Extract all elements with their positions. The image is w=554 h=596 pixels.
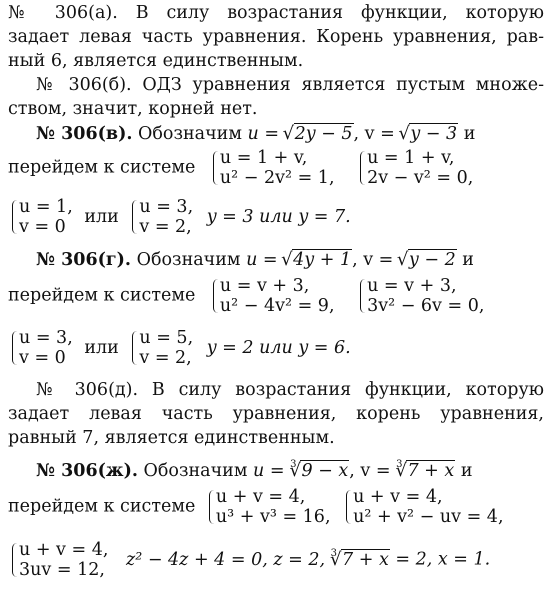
p306v-solution-2: u = 3, v = 2, <box>130 197 193 237</box>
p306g-solution-row <box>8 328 351 368</box>
p306v-system-text: перейдем к системе <box>8 157 196 178</box>
p306v-solution-1: u = 1, v = 0 <box>10 197 73 237</box>
p306v-oboznachim: Обозначим <box>138 124 242 144</box>
p306a-line2: задает левая часть уравнения. Корень уравнения, рав- <box>8 27 544 47</box>
p306g-u-def: u = <box>246 250 284 270</box>
p306zh-label: № 306(ж). <box>36 461 138 481</box>
p306g-system-1: u = v + 3, u² − 4v² = 9, <box>211 276 335 316</box>
p306g-system-text: перейдем к системе <box>8 285 196 306</box>
p306zh-system-2: u + v = 4, u² + v² − uv = 4, <box>344 487 503 527</box>
p306g-answer: y = 2 или y = 6. <box>206 337 351 358</box>
p306v-u-def: u = <box>247 124 285 144</box>
cube-root-icon: √ 7 + x <box>397 461 455 481</box>
p306v-system-row <box>8 148 475 188</box>
p306v-system-1: u = 1 + v, u² − 2v² = 1, <box>211 148 335 188</box>
p306zh-solution-row <box>8 540 490 580</box>
p306zh-system-1: u + v = 4, u³ + v³ = 16, <box>207 487 331 527</box>
p306v-solution-row <box>8 197 351 237</box>
sqrt-icon: √ 2y − 5 <box>285 124 354 144</box>
p306zh-v-def: , v = <box>349 461 397 481</box>
cube-root-icon: √ 7 + x <box>332 550 390 570</box>
p306g-v-def: , v = <box>352 250 399 270</box>
sqrt-icon: √ y − 3 <box>400 124 458 144</box>
p306v-intro <box>36 124 475 144</box>
p306g-solution-1: u = 3, v = 0 <box>10 328 73 368</box>
p306zh-system-text: перейдем к системе <box>8 496 196 517</box>
p306zh-intro <box>36 459 472 481</box>
p306g-intro <box>36 250 474 270</box>
p306d-line1: № 306(д). В силу возрастания функции, которую <box>36 380 544 400</box>
p306zh-system-row <box>8 487 506 527</box>
p306g-system-row <box>8 276 486 316</box>
p306zh-answer-post: = 2, x = 1. <box>389 549 491 570</box>
p306g-or: или <box>84 337 119 358</box>
p306v-system-2: u = 1 + v, 2v − v² = 0, <box>358 148 473 188</box>
p306g-and: и <box>456 250 474 270</box>
cube-root-icon: √ 9 − x <box>291 461 349 481</box>
p306v-label: № 306(в). <box>36 124 133 144</box>
p306g-label: № 306(г). <box>36 250 132 270</box>
p306g-system-2: u = v + 3, 3v² − 6v = 0, <box>358 276 484 316</box>
p306b-line2: ством, значит, корней нет. <box>8 99 258 119</box>
p306g-oboznachim: Обозначим <box>136 250 241 270</box>
p306zh-system-3: u + v = 4, 3uv = 12, <box>10 540 108 580</box>
sqrt-icon: √ 4y + 1 <box>283 250 352 270</box>
p306zh-oboznachim: Обозначим <box>143 461 248 481</box>
p306v-answer: y = 3 или y = 7. <box>206 206 351 227</box>
p306v-or: или <box>84 206 119 227</box>
sqrt-icon: √ y − 2 <box>399 250 457 270</box>
p306a-line1: № 306(а). В силу возрастания функции, которую <box>8 3 544 23</box>
root-index: 3 <box>396 459 403 470</box>
p306g-solution-2: u = 5, v = 2, <box>130 328 193 368</box>
p306b-line1: № 306(б). ОДЗ уравнения является пустым множе- <box>36 75 544 95</box>
root-index: 3 <box>330 547 338 559</box>
root-index: 3 <box>290 459 297 470</box>
p306v-and: и <box>458 124 476 144</box>
p306v-v-def: , v = <box>353 124 401 144</box>
p306zh-answer-pre: z² − 4z + 4 = 0, z = 2, <box>126 549 331 570</box>
p306zh-and: и <box>455 461 473 481</box>
p306d-line2: задает левая часть уравнения, корень уравнения, <box>8 404 544 424</box>
p306zh-u-def: u = <box>253 461 291 481</box>
p306d-line3: равный 7, является единственным. <box>8 428 335 448</box>
p306a-line3: ный 6, является единственным. <box>8 51 304 71</box>
